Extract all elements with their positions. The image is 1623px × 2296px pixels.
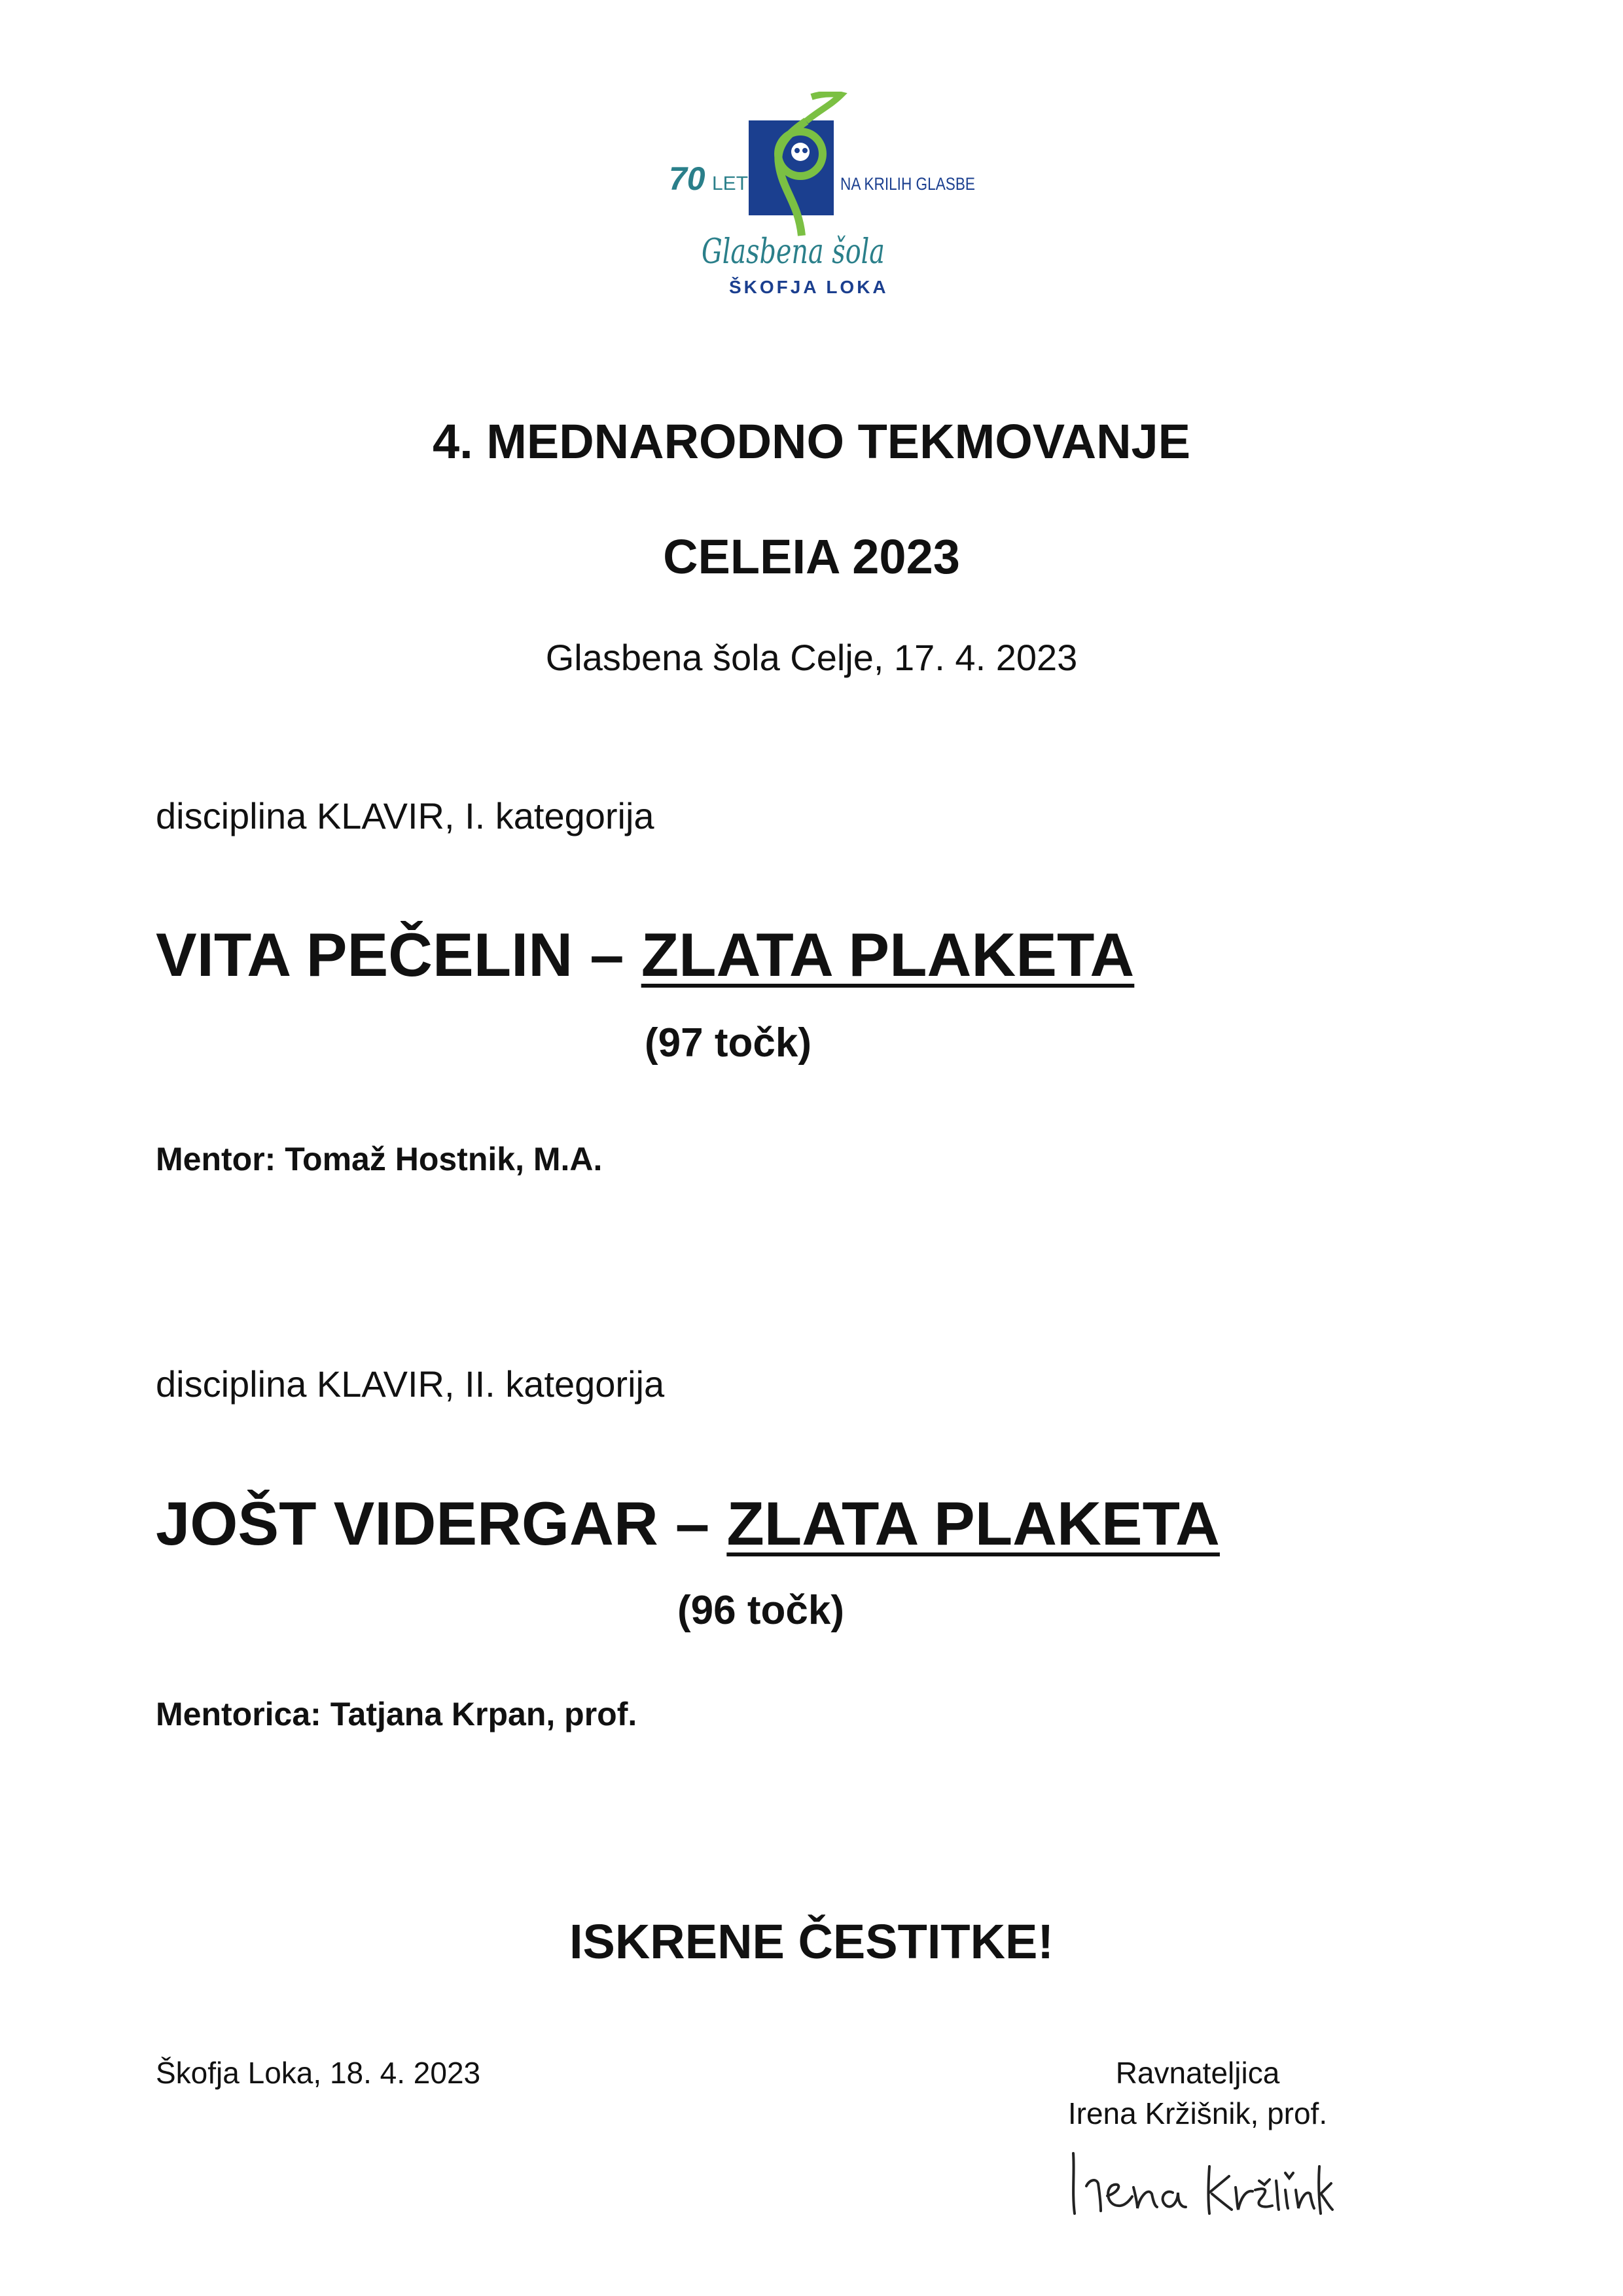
place-date: Škofja Loka, 18. 4. 2023 (156, 2056, 481, 2090)
school-logo (661, 92, 988, 301)
award-label: ZLATA PLAKETA (726, 1489, 1220, 1558)
winner-name: VITA PEČELIN – (156, 920, 624, 989)
logo-script-name: Glasbena šola (702, 232, 885, 272)
signature (1060, 2140, 1335, 2225)
winner-line (156, 920, 1134, 990)
document-title: 4. MEDNARODNO TEKMOVANJE (432, 414, 1191, 469)
logo-graphic (661, 92, 988, 301)
award-label: ZLATA PLAKETA (641, 920, 1135, 989)
mentor: Mentorica: Tatjana Krpan, prof. (156, 1696, 637, 1732)
logo-city: ŠKOFJA LOKA (729, 277, 889, 297)
logo-let: LET (712, 173, 749, 194)
winner-line (156, 1488, 1220, 1559)
congratulations: ISKRENE ČESTITKE! (569, 1914, 1054, 1969)
signer-role: Ravnateljica (1115, 2056, 1280, 2090)
winner-name: JOŠT VIDERGAR – (156, 1489, 710, 1558)
points: (97 točk) (645, 1020, 812, 1066)
venue-date: Glasbena šola Celje, 17. 4. 2023 (545, 637, 1078, 678)
signature-graphic (1060, 2140, 1335, 2225)
points: (96 točk) (677, 1588, 844, 1633)
signer-name: Irena Kržišnik, prof. (1067, 2096, 1328, 2130)
discipline-label: disciplina KLAVIR, II. kategorija (156, 1363, 665, 1405)
discipline-label: disciplina KLAVIR, I. kategorija (156, 795, 654, 836)
mentor: Mentor: Tomaž Hostnik, M.A. (156, 1141, 603, 1177)
logo-tagline: NA KRILIH GLASBE (840, 174, 975, 194)
logo-number: 70 (669, 160, 705, 197)
document-subtitle: CELEIA 2023 (663, 529, 960, 584)
